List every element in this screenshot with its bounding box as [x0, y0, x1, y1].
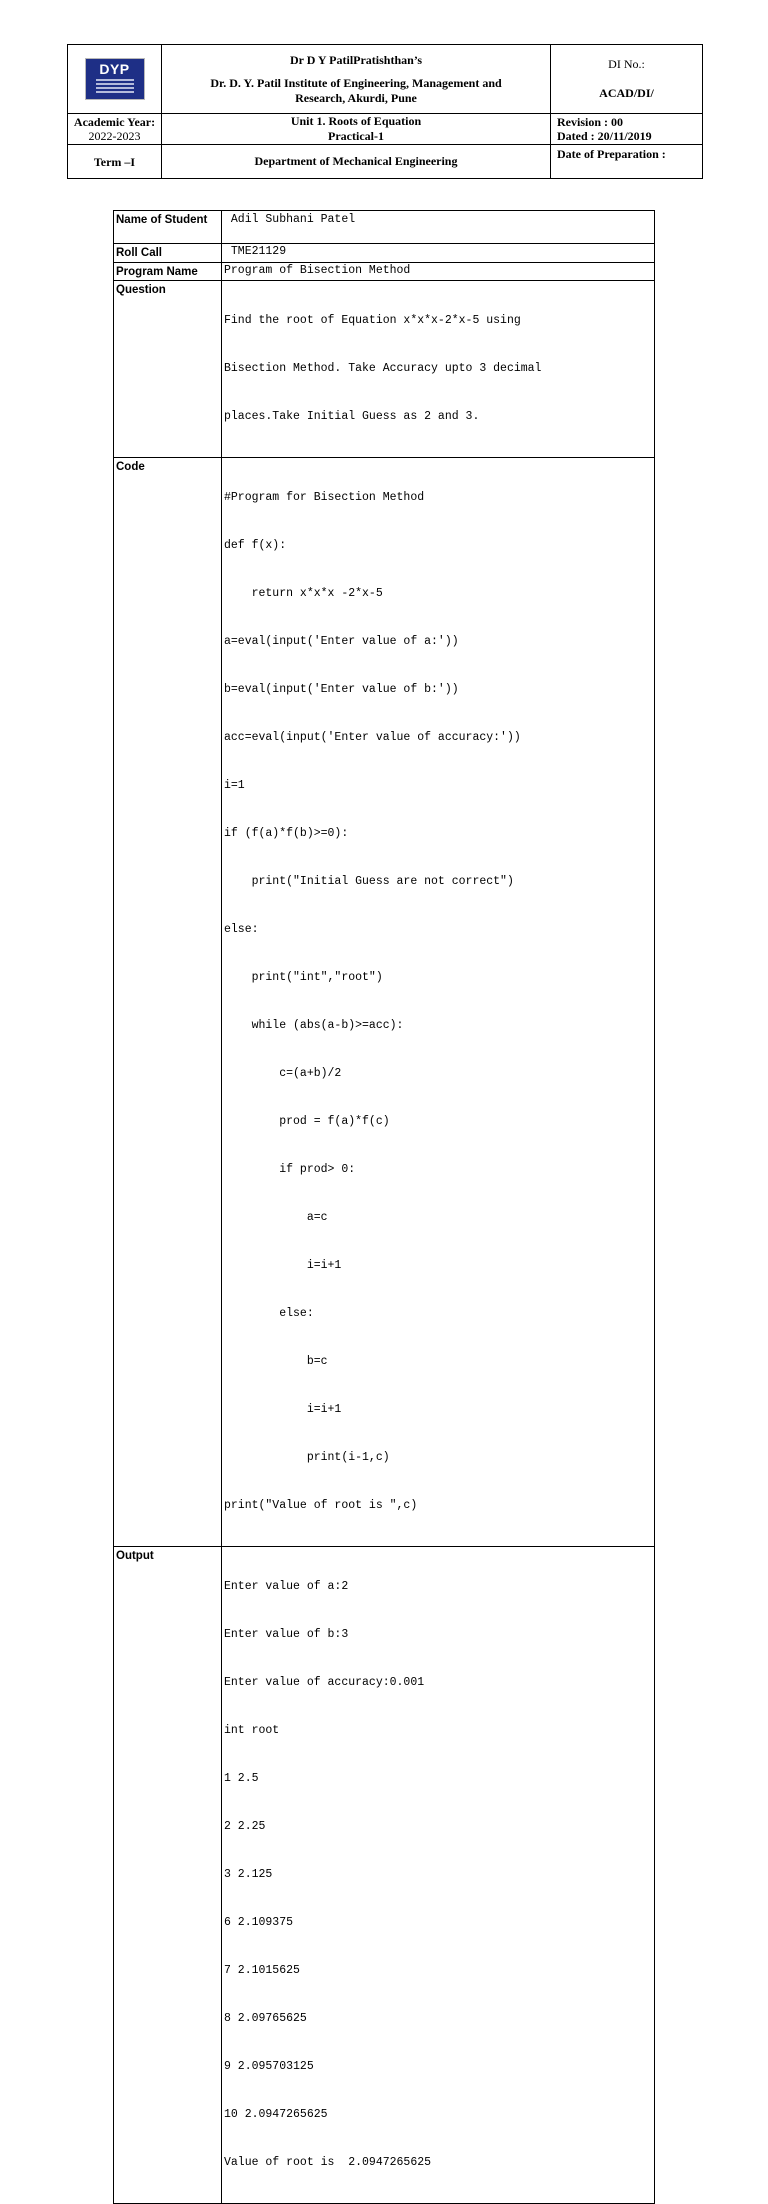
code-row [114, 458, 655, 1547]
output-line: 10 2.0947265625 [224, 2108, 328, 2121]
name-row [114, 211, 655, 244]
unit-cell [162, 114, 551, 145]
output-line: 6 2.109375 [224, 1916, 294, 1929]
output-row [114, 1547, 655, 2204]
question-label: Question [114, 281, 222, 458]
academic-year-label: Academic Year: [73, 115, 156, 129]
practical-record-table [113, 210, 655, 2204]
revision: Revision : 00 [557, 115, 623, 129]
program-row [114, 263, 655, 281]
code-line: i=i+1 [224, 1403, 342, 1416]
code-line: b=eval(input('Enter value of b:')) [224, 683, 459, 696]
output-line: Enter value of a:2 [224, 1580, 349, 1593]
institute-logo [85, 58, 145, 100]
output-line: 2 2.25 [224, 1820, 266, 1833]
roll-label: Roll Call [114, 244, 222, 263]
code-label: Code [114, 458, 222, 1547]
output-line: 1 2.5 [224, 1772, 259, 1785]
code-line: else: [224, 923, 259, 936]
roll-row [114, 244, 655, 263]
practical-number: Practical-1 [328, 129, 384, 143]
code-line: print("Value of root is ",c) [224, 1499, 418, 1512]
output-line: 3 2.125 [224, 1868, 273, 1881]
code-line: b=c [224, 1355, 328, 1368]
preparation-cell [551, 145, 703, 179]
organization-name: Dr D Y PatilPratishthan’s [289, 52, 423, 67]
di-number-label: DI No.: [608, 57, 645, 71]
term: Term –I [93, 154, 136, 169]
code-line: return x*x*x -2*x-5 [224, 587, 383, 600]
output-line: 7 2.1015625 [224, 1964, 300, 1977]
code-line: a=eval(input('Enter value of a:')) [224, 635, 459, 648]
academic-year-value: 2022-2023 [88, 129, 141, 143]
code-line: while (abs(a-b)>=acc): [224, 1019, 404, 1032]
output-line: Value of root is 2.0947265625 [224, 2156, 432, 2169]
question-line: places.Take Initial Guess as 2 and 3. [224, 410, 480, 423]
output-line: 9 2.095703125 [224, 2060, 314, 2073]
code-block [222, 458, 655, 1547]
di-number-cell [551, 45, 703, 114]
question-line: Bisection Method. Take Accuracy upto 3 decimal [224, 362, 542, 375]
program-label: Program Name [114, 263, 222, 281]
code-line: c=(a+b)/2 [224, 1067, 342, 1080]
institute-name-line-2: Research, Akurdi, Pune [295, 90, 417, 105]
code-line: acc=eval(input('Enter value of accuracy:')) [224, 731, 521, 744]
student-name: Adil Subhani Patel [222, 211, 655, 244]
code-line: i=i+1 [224, 1259, 342, 1272]
output-line: Enter value of accuracy:0.001 [224, 1676, 425, 1689]
di-number-value: ACAD/DI/ [599, 86, 654, 100]
code-line: print(i-1,c) [224, 1451, 390, 1464]
output-block [222, 1547, 655, 2204]
institute-name-line-1: Dr. D. Y. Patil Institute of Engineering, Management and [210, 75, 502, 90]
code-line: print("Initial Guess are not correct") [224, 875, 514, 888]
code-line: i=1 [224, 779, 245, 792]
name-label: Name of Student [114, 211, 222, 244]
logo-cell [68, 45, 162, 114]
roll-number: TME21129 [222, 244, 655, 263]
unit-title: Unit 1. Roots of Equation [290, 114, 422, 128]
department: Department of Mechanical Engineering [254, 154, 458, 168]
output-line: int root [224, 1724, 280, 1737]
code-line: else: [224, 1307, 314, 1320]
code-line: def f(x): [224, 539, 287, 552]
output-line: Enter value of b:3 [224, 1628, 349, 1641]
academic-year-cell [68, 114, 162, 145]
code-line: #Program for Bisection Method [224, 491, 425, 504]
code-line: print("int","root") [224, 971, 383, 984]
date-of-preparation: Date of Preparation : [557, 147, 666, 161]
department-cell [162, 145, 551, 179]
code-line: prod = f(a)*f(c) [224, 1115, 390, 1128]
code-line: if (f(a)*f(b)>=0): [224, 827, 349, 840]
term-cell [68, 145, 162, 179]
code-line: if prod> 0: [224, 1163, 356, 1176]
question-row [114, 281, 655, 458]
institute-title-cell [162, 45, 551, 114]
question-text [222, 281, 655, 458]
program-name: Program of Bisection Method [222, 263, 655, 281]
code-line: a=c [224, 1211, 328, 1224]
dated: Dated : 20/11/2019 [557, 129, 652, 143]
output-line: 8 2.09765625 [224, 2012, 307, 2025]
logo-text: DYP [99, 61, 130, 77]
question-line: Find the root of Equation x*x*x-2*x-5 using [224, 314, 521, 327]
document-header-table [67, 44, 703, 179]
revision-cell [551, 114, 703, 145]
output-label: Output [114, 1547, 222, 2204]
